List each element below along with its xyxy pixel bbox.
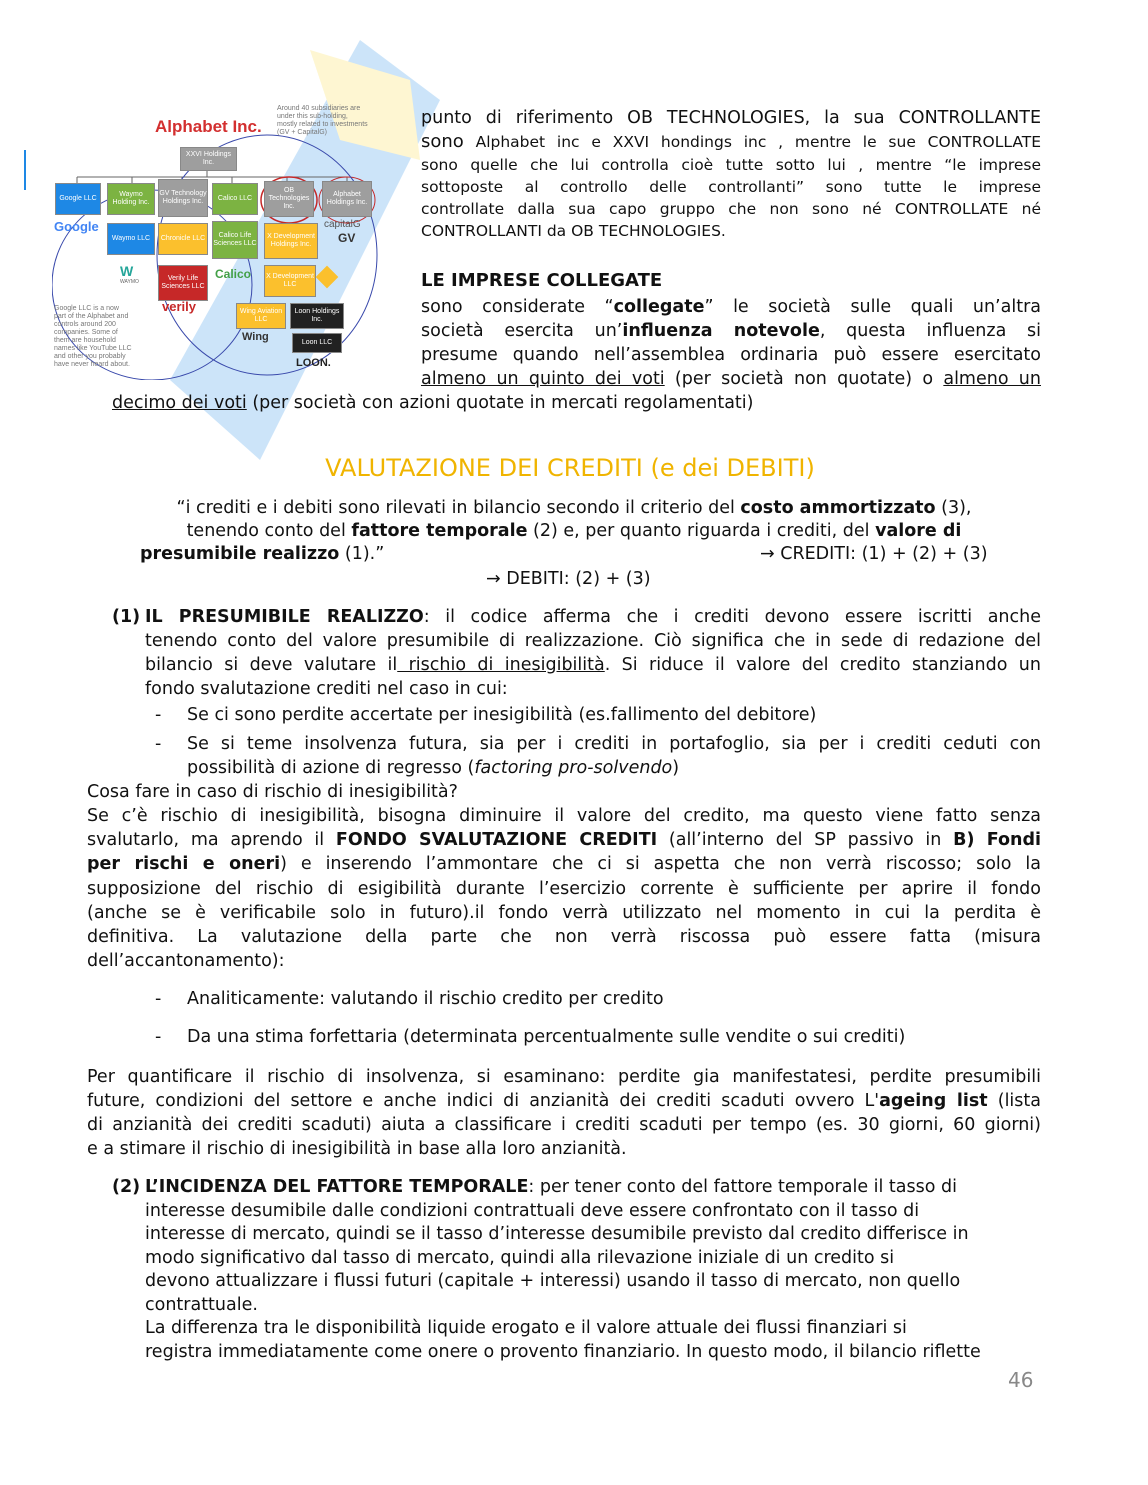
box-calico-life: Calico Life Sciences LLC xyxy=(212,221,258,259)
cosa-line-5: (anche se è verificabile solo in futuro).il fondo verrà utilizzato nel momento in cui la perdita è xyxy=(87,903,1041,923)
note-bottom: Google LLC is a now part of the Alphabet and controls around 200 companies. Some of them are household names like YouTube LLC and other you probably have never heard about. xyxy=(54,305,132,368)
bullet-dash: - xyxy=(155,705,162,725)
p2-line-7: La differenza tra le disponibilità liquide erogato e il valore attuale dei flussi finanziari si xyxy=(145,1318,907,1338)
bullet-dash: - xyxy=(155,989,162,1009)
box-calico: Calico LLC xyxy=(212,183,258,215)
quant-line-4: e a stimare il rischio di inesigibilità in base alla loro anzianità. xyxy=(87,1139,627,1159)
box-verily: Verily Life Sciences LLC xyxy=(158,265,208,301)
box-x-dev: X Development LLC xyxy=(264,265,316,297)
cosa-question: Cosa fare in caso di rischio di inesigibilità? xyxy=(87,782,458,802)
intro-line-4: sottoposte al controllo delle controllanti” sono tutte le imprese xyxy=(421,178,1041,196)
margin-mark xyxy=(24,150,26,190)
cosa-line-4: supposizione del rischio di esigibilità durante l’esercizio corrente è sufficiente per aprire il fondo xyxy=(87,879,1041,899)
bullet-text: Se si teme insolvenza futura, sia per i crediti in portafoglio, sia per i crediti ceduti con xyxy=(187,734,1041,754)
intro-line-3: sono quelle che lui controlla cioè tutte sotto lui , mentre “le imprese xyxy=(421,156,1041,174)
quote-line-3: presumibile realizzo (1).” xyxy=(140,544,385,564)
bullet-text-cont: possibilità di azione di regresso (factoring pro-solvendo) xyxy=(187,758,680,778)
capitalg-logo: capitalG xyxy=(324,219,361,230)
p1-bullet-2 xyxy=(155,732,1041,780)
cosa-line-2: svalutarlo, ma aprendo il FONDO SVALUTAZIONE CREDITI (all’interno del SP passivo in B) Fondi xyxy=(87,830,1041,850)
intro-line-5: controllate dalla sua capo gruppo che non sono né CONTROLLATE né xyxy=(421,200,1041,218)
p2-line-5: devono attualizzare i flussi futuri (capitale + interessi) usando il tasso di mercato, non quello xyxy=(145,1271,961,1291)
cosa-line-1: Se c’è rischio di inesigibilità, bisogna diminuire il valore del credito, ma questo viene fatto senza xyxy=(87,806,1041,826)
intro-line-1: punto di riferimento OB TECHNOLOGIES, la sua CONTROLLANTE xyxy=(421,108,1041,128)
quote-line-1: “i crediti e i debiti sono rilevati in bilancio secondo il criterio del costo ammortizzato (3), xyxy=(176,498,972,518)
bullet-text: Se ci sono perdite accertate per inesigibilità (es.fallimento del debitore) xyxy=(187,705,817,725)
cosa-line-6: definitiva. La valutazione della parte che non verrà riscossa può essere fatta (misura xyxy=(87,927,1041,947)
quant-line-2: future, condizioni del settore e anche indici di anzianità dei crediti scaduti ovvero L'ageing list (lista xyxy=(87,1091,1041,1111)
wing-logo: Wing xyxy=(242,331,269,343)
box-ob: OB Technologies Inc. xyxy=(264,181,314,217)
waymo-logo: W xyxy=(120,263,134,279)
p2-number: (2) xyxy=(112,1177,141,1197)
cosa-line-7: dell’accantonamento): xyxy=(87,951,285,971)
collegate-heading: LE IMPRESE COLLEGATE xyxy=(421,270,663,291)
box-wing: Wing Aviation LLC xyxy=(236,303,286,329)
collegate-line-4: almeno un quinto dei voti (per società non quotate) o almeno un xyxy=(421,369,1041,389)
section-title: VALUTAZIONE DEI CREDITI (e dei DEBITI) xyxy=(325,454,815,482)
box-gv: GV Technology Holdings Inc. xyxy=(158,179,208,217)
gv-logo: GV xyxy=(338,231,356,245)
box-chronicle: Chronicle LLC xyxy=(158,223,208,255)
box-loon: Loon LLC xyxy=(292,333,342,353)
quote-line-2: tenendo conto del fattore temporale (2) e, per quanto riguarda i crediti, del valore di xyxy=(186,521,962,541)
bullet-text: Da una stima forfettaria (determinata percentualmente sulle vendite o sui crediti) xyxy=(187,1027,906,1047)
bullet-dash: - xyxy=(155,734,162,754)
bullet-dash: - xyxy=(155,1027,162,1047)
cosa-line-3: per rischi e oneri) e inserendo l’ammontare che ci si aspetta che non verrà riscosso; solo la xyxy=(87,854,1041,874)
p2-line-6: contrattuale. xyxy=(145,1295,258,1315)
p1-line-1: IL PRESUMIBILE REALIZZO: il codice afferma che i crediti devono essere iscritti anche xyxy=(145,607,1041,627)
p2-line-3: interesse di mercato, quindi se il tasso d’interesse desumibile previsto dal credito differisce in xyxy=(145,1224,969,1244)
verily-logo: verily xyxy=(162,299,196,314)
loon-logo: LOON. xyxy=(296,357,331,369)
crediti-formula: → CREDITI: (1) + (2) + (3) xyxy=(760,544,988,564)
collegate-line-3: presume quando nell’assemblea ordinaria può essere esercitato xyxy=(421,345,1041,365)
quant-line-3: di anzianità dei crediti scaduti) aiuta a classificare i crediti scaduti per tempo (es. 30 giorni, 60 giorni) xyxy=(87,1115,1041,1135)
intro-line-6: CONTROLLANTI da OB TECHNOLOGIES. xyxy=(421,222,726,240)
box-x-dev-holdings: X Development Holdings Inc. xyxy=(264,223,318,259)
p2-line-8: registra immediatamente come onere o provento finanziario. In questo modo, il bilancio riflette xyxy=(145,1342,981,1362)
quant-line-1: Per quantificare il rischio di insolvenza, si esaminano: perdite gia manifestatesi, perdite presumibili xyxy=(87,1067,1041,1087)
waymo-word: WAYMO xyxy=(120,279,139,285)
google-logo: Google xyxy=(54,219,99,234)
box-xxvi: XXVI Holdings Inc. xyxy=(180,147,237,171)
box-waymo: Waymo LLC xyxy=(107,223,155,255)
box-google: Google LLC xyxy=(55,183,101,215)
p1-line-2: tenendo conto del valore presumibile di realizzazione. Ciò significa che in sede di redazione del xyxy=(145,631,1041,651)
org-chart xyxy=(52,105,402,380)
calico-logo: Calico xyxy=(215,267,252,281)
p1-line-4: fondo svalutazione crediti nel caso in cui: xyxy=(145,679,508,699)
collegate-line-5: decimo dei voti (per società con azioni quotate in mercati regolamentati) xyxy=(112,393,754,413)
page-number: 46 xyxy=(1008,1368,1034,1392)
collegate-line-2: società esercita un’influenza notevole, questa influenza si xyxy=(421,321,1041,341)
box-alphabet-holding: Alphabet Holdings Inc. xyxy=(322,181,372,217)
note-top: Around 40 subsidiaries are under this sub-holding, mostly related to investments (GV + CapitalG) xyxy=(277,105,368,136)
debiti-formula: → DEBITI: (2) + (3) xyxy=(486,569,651,589)
p1-line-3: bilancio si deve valutare il rischio di inesigibilità. Si riduce il valore del credito stanziando un xyxy=(145,655,1041,675)
p2-line-1: L’INCIDENZA DEL FATTORE TEMPORALE: per tener conto del fattore temporale il tasso di xyxy=(145,1177,957,1197)
intro-line-2: sono Alphabet inc e XXVI hondings inc , mentre le sue CONTROLLATE xyxy=(421,131,1041,152)
p1-number: (1) xyxy=(112,607,141,627)
p2-line-4: modo significativo dal tasso di mercato, quindi alla rilevazione iniziale di un credito si xyxy=(145,1248,895,1268)
box-loon-holdings: Loon Holdings Inc. xyxy=(290,303,344,329)
box-waymo-holding: Waymo Holding Inc. xyxy=(107,183,155,215)
alphabet-logo: Alphabet Inc. xyxy=(155,117,262,136)
collegate-line-1: sono considerate “collegate” le società sulle quali un’altra xyxy=(421,297,1041,317)
p2-line-2: interesse desumibile dalle condizioni contrattuali deve essere confrontato con il tasso di xyxy=(145,1201,920,1221)
bullet-text: Analiticamente: valutando il rischio credito per credito xyxy=(187,989,664,1009)
